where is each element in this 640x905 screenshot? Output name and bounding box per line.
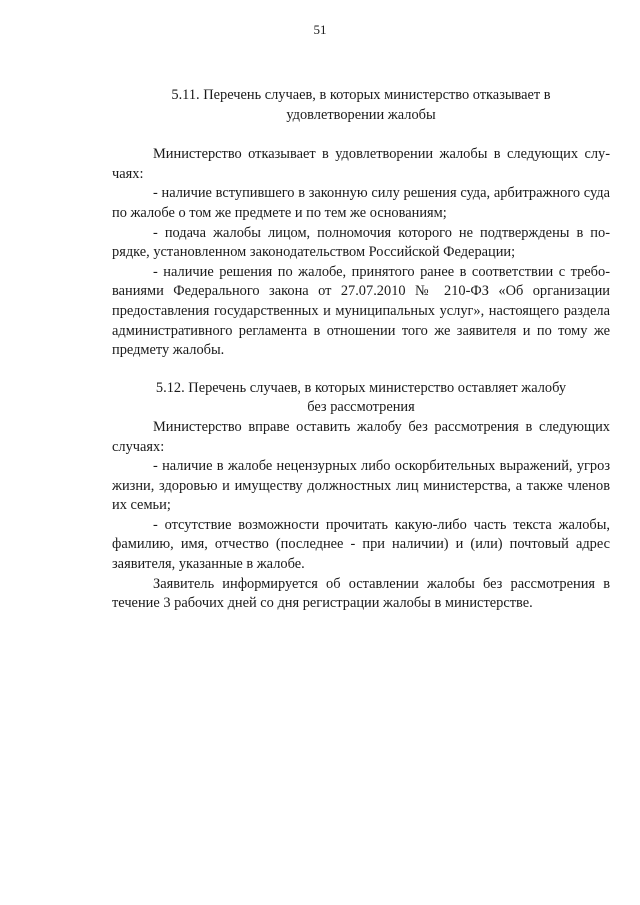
- page-number: 51: [313, 22, 327, 37]
- section-5-12-intro-paragraph: Министерство вправе оставить жалобу без рассмотрения в следующих случаях:: [112, 418, 610, 455]
- section-5-11-intro-paragraph: Министерство отказывает в удовлетворении жалобы в следующих случаях:: [112, 146, 610, 182]
- section-heading-5-12-line-2: без рассмотрения: [307, 399, 415, 416]
- section-heading-5-11-line-2: удовлетворении жалобы: [286, 106, 436, 123]
- section-heading-5-11: [112, 86, 610, 125]
- section-5-12-item-offensive-language: - наличие в жалобе нецензурных либо оскорбительных выражений, угроз жизни, здоровью и имуществу должностных лиц министерства, а также членов их семьи;: [112, 458, 610, 514]
- section-5-12-item-unreadable-text: - отсутствие возможности прочитать какую-либо часть текста жалобы, фамилию, имя, отчество (последнее - при наличии) и (или) почтовый адрес заявителя, указанные в жалобе.: [112, 516, 610, 573]
- section-5-11-item-unconfirmed-authority: - подача жалобы лицом, полномочия которого не подтверждены в порядке, установленном законодательством Российской Федерации;: [112, 224, 610, 261]
- section-heading-5-12-line-1: 5.12. Перечень случаев, в которых министерство оставляет жалобу: [155, 379, 567, 396]
- document-body: [112, 86, 610, 614]
- section-heading-5-12: [112, 379, 610, 418]
- section-heading-5-11-line-1: 5.11. Перечень случаев, в которых министерство отказывает в: [171, 87, 551, 103]
- section-5-11-item-court-decision: - наличие вступившего в законную силу решения суда, арбитражного суда по жалобе о том же предмете и по тем же основаниям;: [112, 185, 610, 221]
- section-5-11-item-prior-decision: - наличие решения по жалобе, принятого ранее в соответствии с требованиями Федерального закона от 27.07.2010 № 210-ФЗ «Об организации предоставления государственных и муниципальных услуг», настоящего раздела административного регламента в отношении того же заявителя и по тому же предмету жалобы.: [112, 263, 610, 359]
- section-5-12-notification-paragraph: Заявитель информируется об оставлении жалобы без рассмотрения в течение 3 рабочих дней со дня регистрации жалобы в министерстве.: [112, 575, 610, 612]
